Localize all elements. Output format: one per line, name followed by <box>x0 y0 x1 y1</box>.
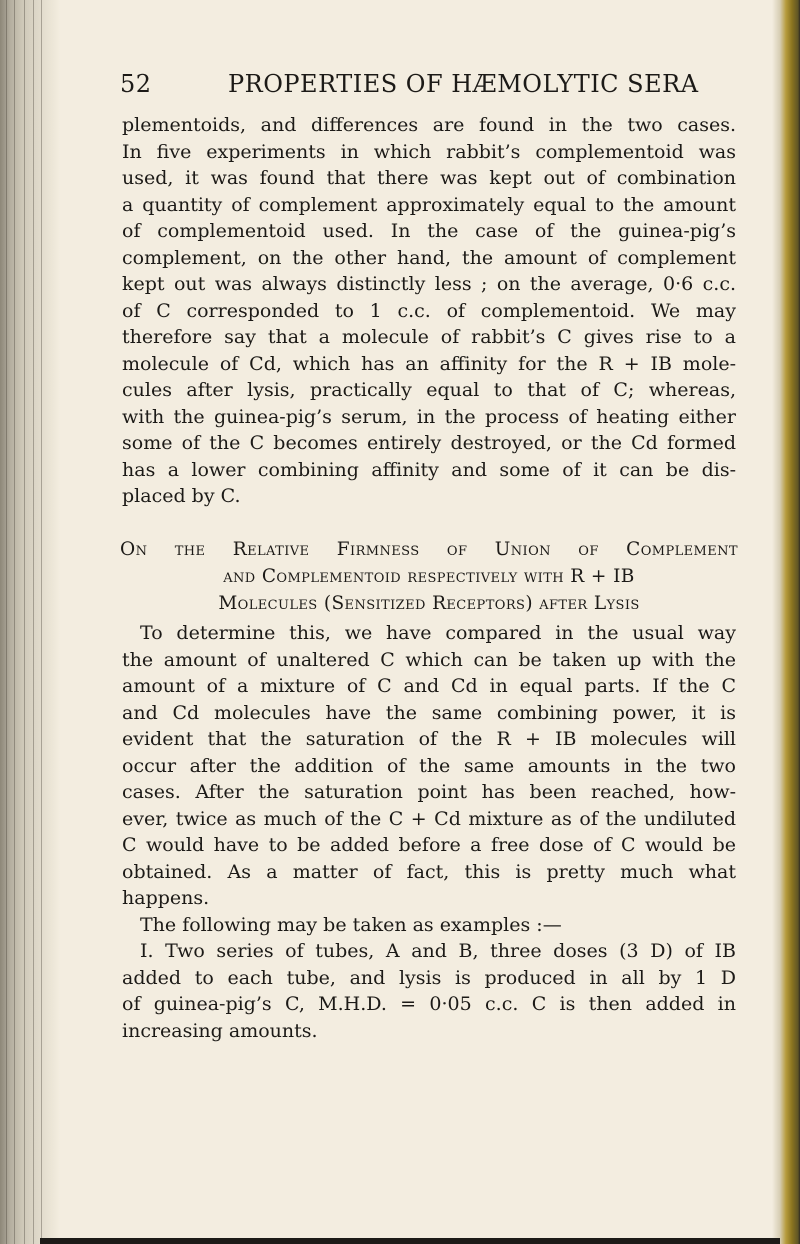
text-line: with the guinea-pig’s serum, in the process of heating either <box>122 405 736 428</box>
text-line: of guinea-pig’s C, M.H.D. = 0·05 c.c. C is then added in <box>122 993 736 1015</box>
section-heading <box>120 536 738 617</box>
text-line: kept out was always distinctly less ; on the average, 0·6 c.c. <box>122 273 736 295</box>
gutter-line <box>14 0 15 1244</box>
text-line: cules after lysis, practically equal to that of C; whereas, <box>122 379 736 401</box>
text-line: amount of a mixture of C and Cd in equal parts. If the C <box>122 675 736 697</box>
text-line: of C corresponded to 1 c.c. of complementoid. We may <box>122 299 736 322</box>
text-line: occur after the addition of the same amounts in the two <box>122 754 736 777</box>
text-line: the amount of unaltered C which can be taken up with the <box>122 648 736 671</box>
text-line: obtained. As a matter of fact, this is pretty much what <box>122 860 736 883</box>
text-line: ever, twice as much of the C + Cd mixture as of the undiluted <box>122 807 736 830</box>
text-line: has a lower combining affinity and some of it can be dis- <box>122 458 736 481</box>
heading-line: On the Relative Firmness of Union of Complement <box>120 539 738 560</box>
page-edge <box>772 0 800 1244</box>
text-line: To determine this, we have compared in the usual way <box>140 622 736 644</box>
gutter-line <box>33 0 34 1244</box>
text-line: C would have to be added before a free dose of C would be <box>122 834 736 856</box>
text-line: added to each tube, and lysis is produced in all by 1 D <box>122 966 736 989</box>
binding-gutter <box>0 0 60 1244</box>
text-line: evident that the saturation of the R + IB molecules will <box>122 728 736 750</box>
text-line: some of the C becomes entirely destroyed, or the Cd formed <box>122 432 736 454</box>
text-line: increasing amounts. <box>122 1019 318 1042</box>
gutter-line <box>41 0 42 1244</box>
heading-line: Molecules (Sensitized Receptors) after Lysis <box>218 593 640 614</box>
running-title: PROPERTIES OF HÆMOLYTIC SERA <box>228 70 699 98</box>
text-line: a quantity of complement approximately equal to the amount <box>122 193 736 216</box>
text-line: The following may be taken as examples :— <box>140 913 562 936</box>
text-line: of complementoid used. In the case of the guinea-pig’s <box>122 220 736 242</box>
bottom-edge-rule <box>40 1238 780 1244</box>
text-line: cases. After the saturation point has been reached, how- <box>122 781 736 803</box>
text-line: In five experiments in which rabbit’s complementoid was <box>122 140 736 163</box>
text-line: I. Two series of tubes, A and B, three doses (3 D) of IB <box>140 940 736 962</box>
paragraph-1 <box>122 112 736 510</box>
heading-line: and Complementoid respectively with R + IB <box>223 566 635 587</box>
text-line: molecule of Cd, which has an affinity for the R + IB mole- <box>122 352 736 375</box>
text-line: complement, on the other hand, the amount of complement <box>122 246 736 269</box>
paragraph-2 <box>122 620 736 1044</box>
gutter-line <box>24 0 25 1244</box>
text-line: therefore say that a molecule of rabbit’s C gives rise to a <box>122 326 736 348</box>
page-header <box>120 70 740 106</box>
text-line: plementoids, and differences are found in the two cases. <box>122 114 736 136</box>
text-line: happens. <box>122 887 210 909</box>
text-line: and Cd molecules have the same combining power, it is <box>122 701 736 724</box>
gutter-line <box>6 0 7 1244</box>
text-line: used, it was found that there was kept out of combination <box>122 167 736 189</box>
page-number: 52 <box>120 70 152 98</box>
text-line: placed by C. <box>122 485 241 507</box>
